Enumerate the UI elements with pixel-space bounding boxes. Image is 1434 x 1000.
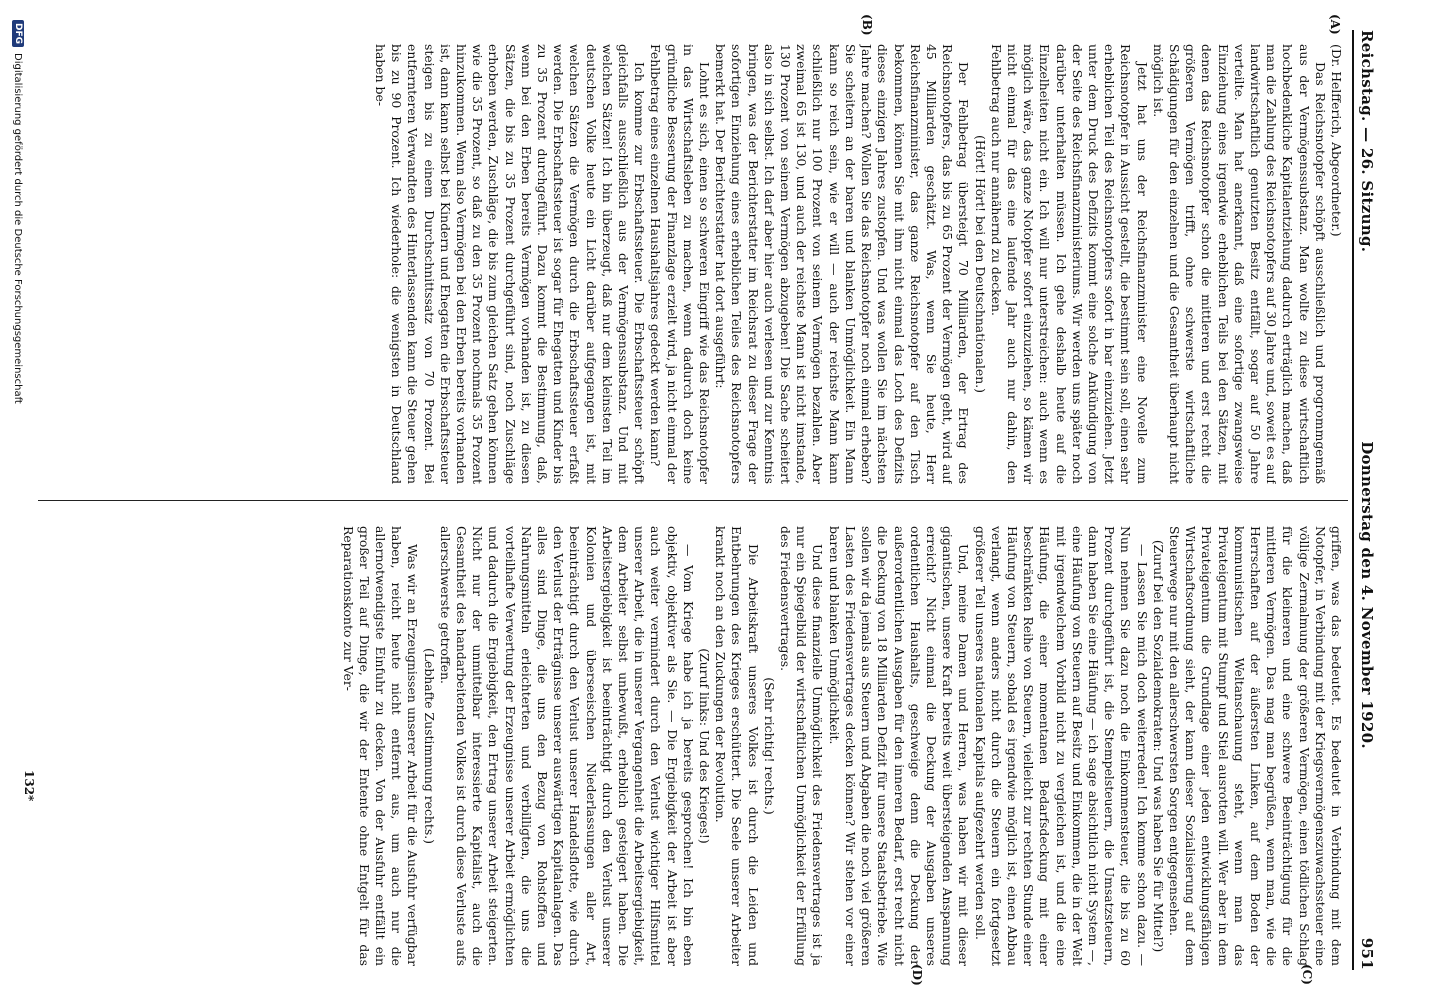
paragraph: Und diese finanzielle Unmöglichkeit des Friedensvertrages ist ja nur ein Spiegelbild der wirtschaftlichen Unmöglichkeit der Erfüllung des Friedensvertrages. xyxy=(778,526,826,966)
paragraph: Die Arbeitskraft unseres Volkes ist durch die Leiden und Entbehrungen des Krieges erschüttert. Die Seele unserer Arbeiter krankt noch an den Zuckungen der Revolution. xyxy=(713,526,761,966)
paragraph: Das Reichsnotopfer schöpft ausschließlich und progrommgemäß aus der Vermögenssubstanz. Man wollte zu diese wirtschaftlich hochbedenkliche Kapitalentziehung dadurch erträglich machen, daß man die Zahlung des Reichsnotopfers auf 30 Jahre und, soweit es auf landwirtschaftlich genutzten Besitz entfällt, sogar auf 50 Jahre verteilte. Man hat anerkannt, daß eine sofortige zwangsweise Einziehung eines irgendwie erheblichen Teils bei den Sätzen, mit denen das Reichsnotopfer schon die mittleren und erst recht die größeren Vermögen trifft, ohne schwerste wirtschaftliche Schädigungen für den einzelnen und die Gesamtheit überhaupt nicht möglich ist. xyxy=(1150,44,1328,484)
interjection: (Lebhafte Zustimmung rechts.) xyxy=(421,647,437,845)
paragraph: — Lassen Sie mich doch weiterreden! Ich komme schon dazu. — Nun nehmen Sie dazu noch die Einkommensteuer, die bis zu 60 Prozent durchgeführt ist, die Stempelsteuern, die Umsatzsteuern, dann haben Sie eine Häufung — ich sage absichtlich nicht System —, eine Häufung von Steuern auf Besitz und Einkommen, die in der Welt mit irgendwelchem Vorbild nicht zu vergleichen ist, und die eine Häufung, die einer momentanen Bedarfsdeckung mit einer beschränkten Reihe von Steuern, vielleicht zur rechten Stunde einer Häufung von Steuern, sobald es irgendwie möglich ist, einen Abbau verlangt, wenn anders nicht durch die Steuern ein fortgesetzt größerer Teil unseres nationalen Kapitals aufgezehrt werden soll. xyxy=(972,526,1150,966)
margin-mark-d: (D) xyxy=(910,964,924,986)
interjection: (Zuruf bei den Sozialdemokraten: Und was haben Sie für Mittel?) xyxy=(1150,539,1166,953)
digitization-credit xyxy=(12,20,24,980)
dfg-logo-icon: DFG xyxy=(12,20,24,47)
paragraph: — Vom Kriege habe ich ja bereits gesprochen! Ich bin eben objektiv, objektiver als Sie. — Die Ergiebigkeit der Arbeit ist aber auch weiter vermindert durch den Verlust wichtiger Hilfsmittel unserer Arbeit, die in unserer Vergangenheit die Arbeitsergiebigkeit, dem Arbeiter selbst unbewußt, erheblich gesteigert haben. Die Arbeitsergiebigkeit ist beeinträchtigt durch den Verlust unserer Kolonien und überseeischen Niederlassungen aller Art, beeinträchtigt durch den Verlust unserer Handelsflotte, wie durch den Verlust der Erträgnisse unserer auswärtigen Kapitalanlagen. Das alles sind Dinge, die uns den Bezug von Rohstoffen und Nahrungsmitteln erleichterten und verbilligten, die uns die vorteilhafte Verwertung der Erzeugnisse unserer Arbeit ermöglichten und dadurch die Ergiebigkeit, den Ertrag unserer Arbeit steigerten. Nicht nur der unmittelbar interessierte Kapitalist, auch die Gesamtheit des handarbeitenden Volkes ist durch diese Verluste aufs allerschwerste getroffen. xyxy=(437,526,696,966)
signature-mark: 132* xyxy=(22,770,36,802)
paragraph: griffen, was das bedeutet. Es bedeutet in Verbindung mit dem Notopfer, in Verbindung mit der Kriegsvermögenszuwachssteuer eine völlige Zermalmung der größeren Vermögen, einen tödlichen Schlag für die kleineren und eine schwere Beeinträchtigung für die mittleren Vermögen. Das mag man begrüßen, wenn man, wie die Herrschaften auf der äußersten Linken, auf dem Boden der kommunistischen Weltanschauung steht, wenn man das Privateigentum mit Stumpf und Stiel ausrotten will. Wer aber in dem Privateigentum die Grundlage einer jeden entwicklungsfähigen Wirtschaftsordnung sieht, der kann dieser Sozialisierung auf dem Steuerwege nur mit den allerschwersten Sorgen entgegensehen. xyxy=(1166,526,1344,966)
margin-mark-a: (A) xyxy=(1328,14,1342,35)
header-rule xyxy=(1352,30,1354,970)
paragraph: Jetzt hat uns der Reichsfinanzminister eine Novelle zum Reichsnotopfer in Aussicht gestellt, die bestimmt sein soll, einen sehr erheblichen Teil des Reichsnotopfers sofort in bar einzuziehen. Jetzt unter dem Druck des Defizits kommt eine solche Ankündigung von der Seite des Reichsfinanzministeriums. Wir werden uns später noch darüber unterhalten müssen. Ich gehe deshalb heute auf die Einzelheiten nicht ein. Ich will nur unterstreichen: auch wenn es möglich wäre, das ganze Notopfer sofort einzuziehen, so kämen wir nicht einmal für das eine laufende Jahr auch nur dahin, den Fehlbetrag auch nur annähernd zu decken. xyxy=(988,44,1150,484)
right-column xyxy=(40,526,1344,966)
header-center: Donnerstag den 4. November 1920. xyxy=(1358,441,1376,749)
paragraph: Und, meine Damen und Herren, was haben wir mit dieser gigantischen, unsere Kraft bereits weit übersteigenden Anspannung erreicht? Nicht einmal die Deckung der Ausgaben unseres ordentlichen Haushalts, geschweige denn die Deckung der außerordentlichen Ausgaben für den inneren Bedarf, erst recht nicht die Deckung von 18 Milliarden Defizit für unsere Staatsbetriebe. Wie sollen wir da jemals aus Steuern und Abgaben die noch viel größeren Lasten des Friedensvertrages decken können? Wir stehen vor einer baren und blanken Unmöglichkeit. xyxy=(826,526,972,966)
interjection: (Hört! Hört! bei den Deutschnationalen.) xyxy=(972,134,988,394)
running-head xyxy=(1355,30,1379,970)
margin-mark-b: (B) xyxy=(860,14,874,36)
speaker-line: (Dr. Helfferich, Abgeordneter.) xyxy=(1329,44,1344,237)
paragraph: Ich komme zur Erbschaftssteuer. Die Erbschaftssteuer schöpft gleichfalls ausschließlich aus der Vermögenssubstanz. Und mit welchen Sätzen! Ich bin überzeugt, daß nur dem kleinsten Teil im deutschen Volke heute ein Licht darüber aufgegangen ist, mit welchen Sätzen die Vermögen durch die Erbschaftssteuer erfaßt werden. Die Erbschaftssteuer ist sogar für Ehegatten und Kinder bis zu 35 Prozent durchgeführt. Dazu kommt die Bestimmung, daß, wenn bei den Erben bereits Vermögen vorhanden ist, zu diesen Sätzen, die bis zu 35 Prozent durchgeführt sind, noch Zuschläge erhoben werden, Zuschläge, die bis zum gleichen Satz gehen können wie die 35 Prozent, so daß zu den 35 Prozent nochmals 35 Prozent hinzukommen. Wenn also Vermögen bei den Erben bereits vorhanden ist, dann kann selbst bei Kindern und Ehegatten die Erbschaftssteuer steigen bis zu einem Durchschnittssatz von 70 Prozent. Bei entfernteren Verwandten des Hinterlassenden kann die Steuer gehen bis zu 90 Prozent. Ich wiederhole: die wenigsten in Deutschland haben be- xyxy=(373,44,648,484)
left-column xyxy=(40,44,1344,484)
interjection: (Zuruf links: Und des Krieges!) xyxy=(697,648,713,844)
header-left: Reichstag. — 26. Sitzung. xyxy=(1358,30,1376,253)
paragraph: Was wir an Erzeugnissen unserer Arbeit für die Ausfuhr verfügbar haben, reicht heute nicht entfernt aus, um auch nur die allernotwendigste Einfuhr zu decken. Von der Ausfuhr entfällt ein großer Teil auf Dinge, die wir der Entente ohne Entgelt für das Reparationskonto zur Ver- xyxy=(340,526,421,966)
page-number: 951 xyxy=(1358,937,1376,970)
paragraph: Der Fehlbetrag übersteigt 70 Milliarden, der Ertrag des Reichsnotopfers, das bis zu 65 Prozent der Vermögen geht, wird auf 45 Milliarden geschätzt. Was, wenn Sie heute, Herr Reichsfinanzminister, das ganze Reichsnotopfer auf den Tisch bekommen, können Sie mit ihm nicht einmal das Loch des Defizits dieses einzigen Jahres zustopfen. Und was wollen Sie im nächsten Jahre machen? Wollen Sie das Reichsnotopfer noch einmal erheben? Sie scheitern an der baren und blanken Unmöglichkeit. Ein Mann kann so reich sein, wie er will — auch der reichste Mann kann schließlich nur 100 Prozent von seinem Vermögen bezahlen. Aber zweimal 65 ist 130, und auch der reichste Mann ist nicht imstande, 130 Prozent von seinem Vermögen abzugeben! Die Sache scheitert also in sich selbst. Ich darf aber hier auch verlesen und zur Kenntnis bringen, was der Berichterstatter im Reichsrat zu dieser Frage der sofortigen Einziehung eines erheblichen Teiles des Reichsnotopfers bemerkt hat. Der Berichterstatter hat dort ausgeführt: xyxy=(713,44,972,484)
interjection: (Sehr richtig! rechts.) xyxy=(761,677,777,815)
credit-text: Digitalisierung gefördert durch die Deutsche Forschungsgemeinschaft xyxy=(12,53,24,404)
quotation: Lohnt es sich, einen so schweren Eingriff wie das Reichsnotopfer in das Wirtschaftsleben zu machen, wenn dadurch doch keine gründliche Besserung der Finanzlage erzielt wird, ja nicht einmal der Fehlbetrag eines einzelnen Haushaltsjahres gedeckt werden kann? xyxy=(648,44,713,484)
column-divider xyxy=(38,500,1348,501)
margin-mark-c: (C) xyxy=(1300,964,1314,985)
